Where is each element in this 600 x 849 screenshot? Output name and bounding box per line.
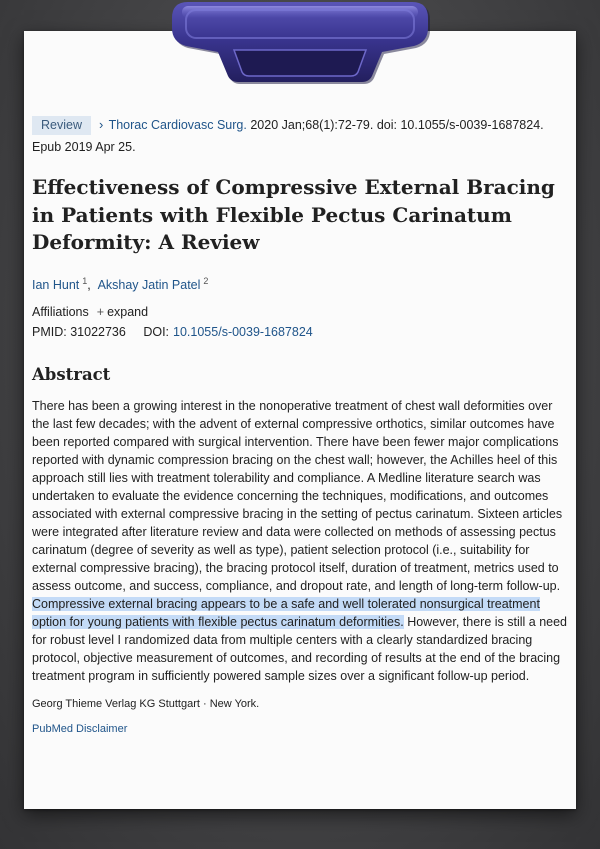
citation-details: 2020 Jan;68(1):72-79. doi: 10.1055/s-0039-1687824. — [250, 118, 544, 132]
article-title: Effectiveness of Compressive External Bracing in Patients with Flexible Pectus Carinatum Deformity: A Review — [32, 175, 555, 254]
publisher-line: Georg Thieme Verlag KG Stuttgart · New York. — [32, 697, 260, 710]
article-content — [32, 114, 572, 735]
chevron-right-icon: › — [99, 117, 104, 132]
abstract-text — [32, 397, 572, 685]
pmid-value: 31022736 — [70, 324, 126, 339]
plus-icon[interactable]: + — [96, 304, 105, 319]
affiliation-ref[interactable]: 2 — [203, 275, 209, 286]
doi-link[interactable]: 10.1055/s-0039-1687824 — [173, 324, 313, 339]
author-list — [32, 276, 572, 292]
affiliation-ref[interactable]: 1 — [82, 275, 88, 286]
affiliations-label: Affiliations — [32, 304, 89, 319]
journal-link[interactable]: Thorac Cardiovasc Surg. — [108, 118, 247, 132]
review-badge[interactable]: Review — [32, 116, 91, 135]
highlighted-text: Compressive external bracing appears to be a safe and well tolerated nonsurgical treatment option for young patients with flexible pectus carinatum deformities. — [32, 597, 540, 630]
affiliations-row — [32, 305, 572, 319]
citation-line — [32, 114, 572, 158]
pubmed-disclaimer-link[interactable]: PubMed Disclaimer — [32, 722, 128, 735]
binder-clip-icon — [168, 0, 432, 84]
pmid-label: PMID: — [32, 324, 67, 339]
author-link[interactable]: Ian Hunt — [32, 277, 80, 292]
author-separator: , — [87, 277, 91, 292]
identifiers-row — [32, 325, 572, 339]
author-link[interactable]: Akshay Jatin Patel — [97, 277, 201, 292]
expand-button[interactable]: expand — [107, 304, 149, 319]
epub-date: Epub 2019 Apr 25. — [32, 140, 136, 154]
abstract-part-1: There has been a growing interest in the nonoperative treatment of chest wall deformities over the last few decades; with the advent of external compressive orthotics, similar outcomes have been reported compared with surgical intervention. There have been fewer major complications reported with dynamic compression bracing on the chest wall; however, the Achilles heel of this approach still lies with treatment tolerability and compliance. A Medline literature search was undertaken to evaluate the evidence concerning the techniques, modifications, and outcomes associated with external compressive bracing in the setting of pectus carinatum. Sixteen articles were integrated after literature review and data were collected on methods of assessing pectus carinatum (degree of severity as well as type), patient selection protocol (i.e., suitability for external compressive bracing), the bracing protocol itself, duration of treatment, metrics used to assess outcome, and success, compliance, and dropout rate, and length of long-term follow-up. — [32, 399, 563, 594]
abstract-heading: Abstract — [32, 364, 111, 384]
abstract-part-2: However, there is still a need for robust level I randomized data from multiple centers with a clearly standardized bracing protocol, objective measurement of outcomes, and recording of results at the end of the bracing treatment program in sufficiently powered sample sizes over a significant follow-up period. — [32, 615, 568, 684]
doi-label: DOI: — [143, 324, 170, 339]
